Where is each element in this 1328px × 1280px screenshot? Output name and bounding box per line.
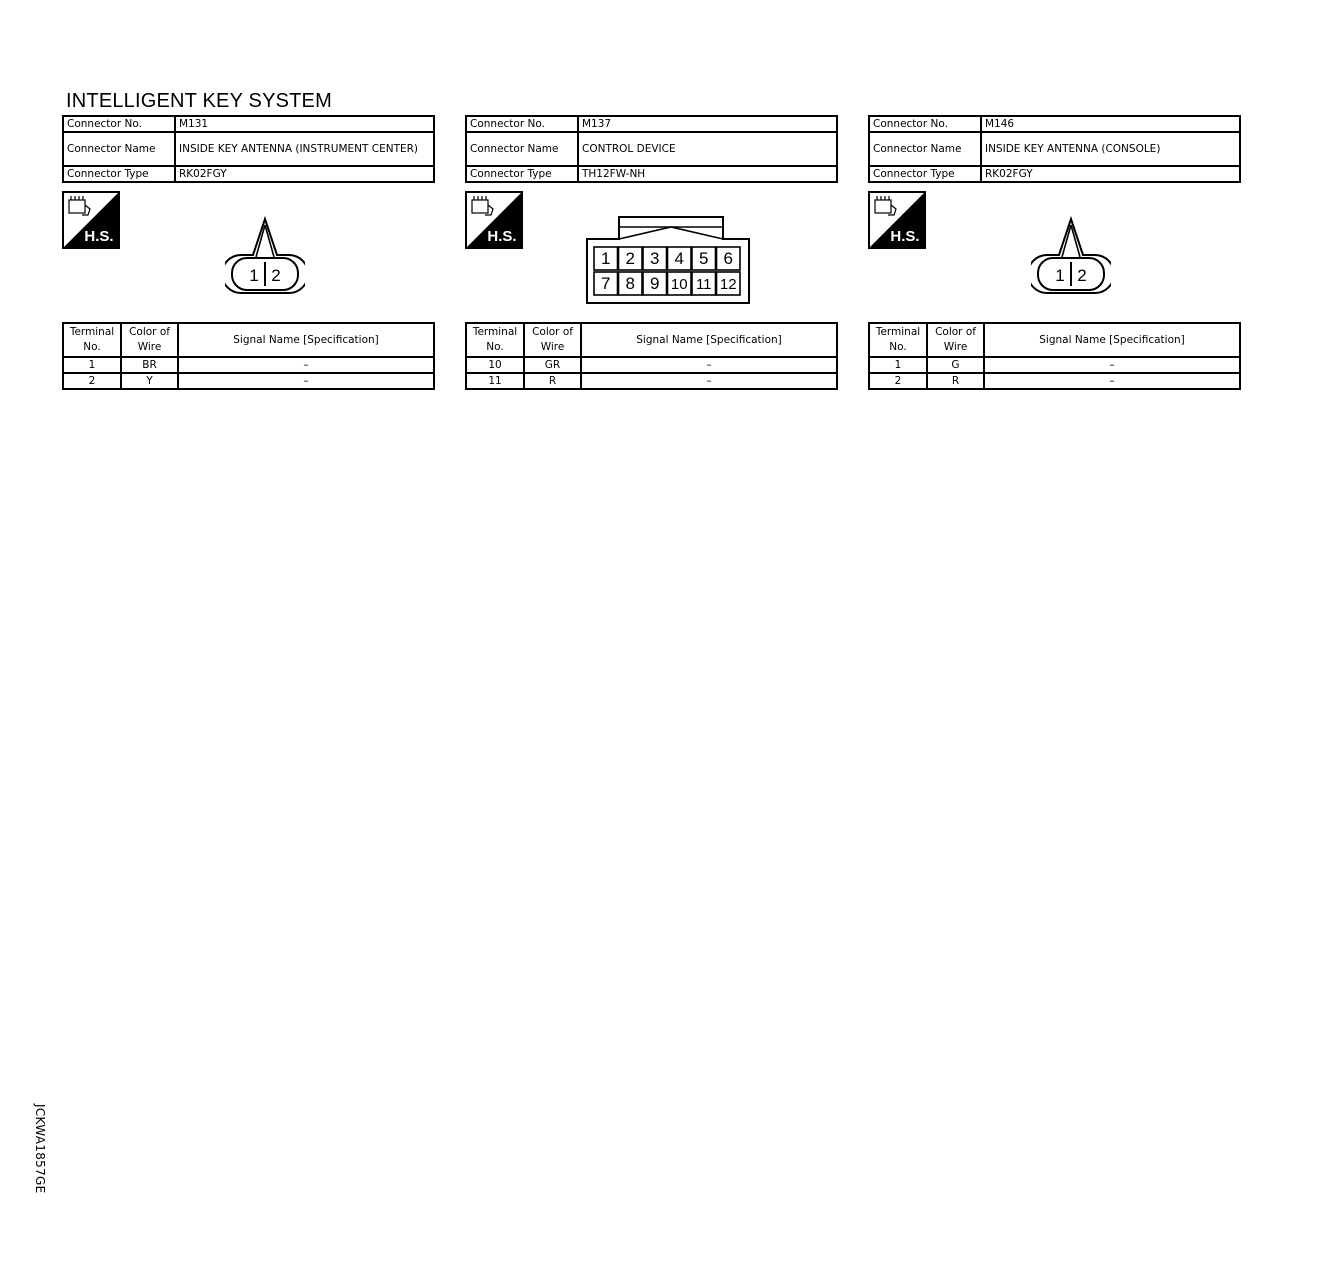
harness-side-icon: [868, 191, 926, 249]
pin-label: 12: [719, 276, 737, 293]
connector-panel-m137: [465, 115, 838, 387]
terminal-cell: 10: [466, 357, 524, 373]
terminal-cell: 1: [869, 357, 927, 373]
terminal-no-header: Terminal No.: [869, 323, 927, 357]
connector-no-label: Connector No.: [869, 116, 981, 132]
pin-1-label: 1: [1055, 266, 1065, 285]
connector-name-label: Connector Name: [466, 132, 578, 166]
signal-cell: –: [984, 373, 1240, 389]
terminal-table: [868, 322, 1241, 390]
connector-panel-m146: [868, 115, 1241, 387]
signal-cell: –: [178, 357, 434, 373]
terminal-no-header: Terminal No.: [63, 323, 121, 357]
signal-name-header: Signal Name [Specification]: [984, 323, 1240, 357]
connector-name-value: CONTROL DEVICE: [578, 132, 837, 166]
connector-2pin-diagram: [225, 215, 305, 297]
connector-12pin-diagram: [586, 215, 750, 305]
terminal-cell: 11: [466, 373, 524, 389]
table-row: [63, 373, 434, 389]
connector-type-value: RK02FGY: [175, 166, 434, 182]
wire-color-cell: R: [927, 373, 984, 389]
connector-type-label: Connector Type: [63, 166, 175, 182]
pin-2-label: 2: [1077, 266, 1087, 285]
signal-cell: –: [984, 357, 1240, 373]
signal-cell: –: [581, 373, 837, 389]
terminal-table: [62, 322, 435, 390]
wire-color-cell: GR: [524, 357, 581, 373]
connector-2pin-diagram: [1031, 215, 1111, 297]
harness-side-icon: [465, 191, 523, 249]
signal-cell: –: [178, 373, 434, 389]
color-of-wire-header: Color of Wire: [121, 323, 178, 357]
connector-info-table: [868, 115, 1241, 183]
pin-label: 2: [625, 249, 635, 268]
terminal-no-header: Terminal No.: [466, 323, 524, 357]
pin-2-label: 2: [271, 266, 281, 285]
wire-color-cell: BR: [121, 357, 178, 373]
connector-name-value: INSIDE KEY ANTENNA (CONSOLE): [981, 132, 1240, 166]
connector-type-label: Connector Type: [466, 166, 578, 182]
connector-no-value: M146: [981, 116, 1240, 132]
table-row: [869, 357, 1240, 373]
connector-type-value: TH12FW-NH: [578, 166, 837, 182]
table-row: [466, 373, 837, 389]
pin-label: 6: [723, 249, 733, 268]
pin-label: 5: [699, 249, 709, 268]
wire-color-cell: Y: [121, 373, 178, 389]
connector-name-label: Connector Name: [63, 132, 175, 166]
wire-color-cell: G: [927, 357, 984, 373]
connector-no-value: M131: [175, 116, 434, 132]
wire-color-cell: R: [524, 373, 581, 389]
terminal-cell: 2: [869, 373, 927, 389]
signal-cell: –: [581, 357, 837, 373]
table-row: [869, 373, 1240, 389]
connector-name-label: Connector Name: [869, 132, 981, 166]
pin-label: 9: [650, 274, 660, 293]
hs-label: H.S.: [487, 228, 517, 245]
pin-label: 10: [670, 276, 688, 293]
color-of-wire-header: Color of Wire: [524, 323, 581, 357]
connector-diagram-area: [465, 183, 838, 317]
terminal-cell: 1: [63, 357, 121, 373]
table-row: [466, 357, 837, 373]
harness-side-icon: [62, 191, 120, 249]
color-of-wire-header: Color of Wire: [927, 323, 984, 357]
hs-label: H.S.: [890, 228, 920, 245]
signal-name-header: Signal Name [Specification]: [178, 323, 434, 357]
terminal-table: [465, 322, 838, 390]
pin-label: 11: [695, 276, 712, 293]
signal-name-header: Signal Name [Specification]: [581, 323, 837, 357]
hs-label: H.S.: [84, 228, 114, 245]
connector-no-value: M137: [578, 116, 837, 132]
connector-no-label: Connector No.: [466, 116, 578, 132]
page-title: INTELLIGENT KEY SYSTEM: [66, 90, 332, 112]
connector-no-label: Connector No.: [63, 116, 175, 132]
connector-panel-m131: [62, 115, 435, 387]
pin-label: 8: [625, 274, 635, 293]
figure-code: JCKWA1857GE: [33, 1104, 47, 1194]
connector-diagram-area: [868, 183, 1241, 317]
connector-info-table: [62, 115, 435, 183]
table-row: [63, 357, 434, 373]
connector-diagram-area: [62, 183, 435, 317]
pin-label: 3: [650, 249, 660, 268]
pin-label: 4: [674, 249, 684, 268]
pin-1-label: 1: [249, 266, 259, 285]
connector-type-label: Connector Type: [869, 166, 981, 182]
connector-info-table: [465, 115, 838, 183]
terminal-cell: 2: [63, 373, 121, 389]
pin-label: 7: [601, 274, 611, 293]
pin-label: 1: [601, 249, 611, 268]
connector-type-value: RK02FGY: [981, 166, 1240, 182]
connector-name-value: INSIDE KEY ANTENNA (INSTRUMENT CENTER): [175, 132, 434, 166]
